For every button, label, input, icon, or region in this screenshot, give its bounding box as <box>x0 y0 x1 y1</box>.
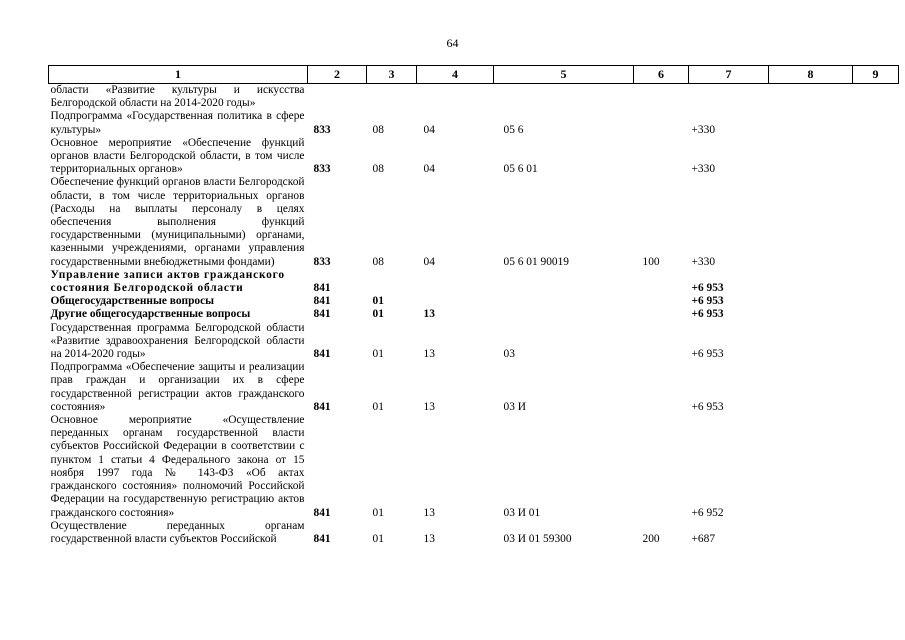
row-amount: +6 952 <box>691 506 724 519</box>
row-amount: +6 953 <box>691 308 724 321</box>
row-col-8 <box>769 414 853 520</box>
row-description: Основное мероприятие «Осуществление переданных органам государственной власти субъектов Российской Федерации в соответствии с пунктом 1 статьи 4 Федерального закона от 15 ноября 1997 года № 143-ФЗ «Об актах гражданского состояния» полномочий Российской Федерации на государственную регистрацию актов гражданского состояния» <box>50 414 305 519</box>
row-col-9 <box>853 322 899 362</box>
row-target-article <box>494 308 634 321</box>
row-target-article: 03 <box>503 348 515 361</box>
row-target-article: 03 И 01 59300 <box>503 532 572 545</box>
header-col-1: 1 <box>49 66 308 84</box>
table-row <box>49 520 899 546</box>
row-amount: +330 <box>691 123 716 136</box>
row-section: 01 <box>372 532 384 545</box>
row-section: 08 <box>372 123 384 136</box>
page-number: 64 <box>446 36 459 50</box>
row-target-article: 03 И 01 <box>503 506 541 519</box>
row-expense-type: 100 <box>642 255 660 268</box>
row-col-9 <box>853 269 899 295</box>
row-col-8 <box>769 137 853 177</box>
row-amount: +330 <box>691 255 716 268</box>
table-row <box>49 110 899 136</box>
row-amount: +330 <box>691 163 716 176</box>
row-admin-code: 841 <box>313 308 331 321</box>
row-target-article <box>494 295 634 308</box>
row-col-9 <box>853 137 899 177</box>
row-description: Общегосударственные вопросы <box>50 295 215 308</box>
row-amount: +6 953 <box>691 400 724 413</box>
header-col-5: 5 <box>494 66 634 84</box>
row-subsection: 13 <box>423 308 435 321</box>
row-col-8 <box>769 308 853 321</box>
row-expense-type <box>634 295 689 308</box>
row-expense-type <box>634 269 689 295</box>
row-description: Основное мероприятие «Обеспечение функций органов власти Белгородской области, в том числе территориальных органов» <box>50 136 305 176</box>
header-row <box>49 66 899 84</box>
row-description: Государственная программа Белгородской области «Развитие здравоохранения Белгородской области на 2014-2020 годы» <box>50 321 305 361</box>
row-expense-type <box>634 137 689 177</box>
row-target-article: 03 И <box>503 400 526 413</box>
row-expense-type <box>634 322 689 362</box>
row-col-8 <box>769 322 853 362</box>
header-col-3: 3 <box>367 66 417 84</box>
row-amount: +6 953 <box>691 282 724 295</box>
row-amount: +687 <box>691 532 716 545</box>
row-section <box>367 84 417 111</box>
row-subsection: 04 <box>423 255 435 268</box>
row-col-8 <box>769 520 853 546</box>
header-col-6: 6 <box>634 66 689 84</box>
row-expense-type <box>634 84 689 111</box>
row-col-9 <box>853 176 899 268</box>
row-admin-code: 833 <box>313 123 331 136</box>
row-col-8 <box>769 110 853 136</box>
row-description: Осуществление переданных органам государственной власти субъектов Российской <box>50 519 305 545</box>
row-expense-type <box>634 308 689 321</box>
row-col-9 <box>853 414 899 520</box>
row-expense-type: 200 <box>642 532 660 545</box>
table-row <box>49 322 899 362</box>
table-row <box>49 176 899 268</box>
table-row <box>49 137 899 177</box>
row-description: Управление записи актов гражданского состояния Белгородской области <box>50 268 285 295</box>
row-target-article <box>494 84 634 111</box>
row-section: 01 <box>372 308 384 321</box>
row-target-article <box>494 269 634 295</box>
row-col-9 <box>853 308 899 321</box>
row-admin-code: 833 <box>313 255 331 268</box>
row-subsection: 04 <box>423 123 435 136</box>
header-col-4: 4 <box>417 66 494 84</box>
row-subsection: 13 <box>423 506 435 519</box>
row-col-9 <box>853 84 899 111</box>
row-col-9 <box>853 295 899 308</box>
row-description: Обеспечение функций органов власти Белгородской области, в том числе территориальных органов (Расходы на выплаты персоналу в целях обеспечения выполнения функций государственными (муниципальными) органами, казенными учреждениями, органами управления государственными внебюджетными фондами) <box>50 176 305 268</box>
row-admin-code: 841 <box>313 348 331 361</box>
budget-table <box>48 65 899 546</box>
row-admin-code: 833 <box>313 163 331 176</box>
row-amount: +6 953 <box>691 348 724 361</box>
table-body <box>49 84 899 547</box>
row-admin-code: 841 <box>313 532 331 545</box>
row-col-8 <box>769 295 853 308</box>
row-section: 01 <box>372 295 384 308</box>
row-description: Подпрограмма «Государственная политика в сфере культуры» <box>50 110 305 136</box>
row-expense-type <box>634 361 689 414</box>
row-subsection: 13 <box>423 348 435 361</box>
row-admin-code: 841 <box>313 282 331 295</box>
row-target-article: 05 6 <box>503 123 524 136</box>
row-admin-code: 841 <box>313 295 331 308</box>
header-col-2: 2 <box>308 66 367 84</box>
row-expense-type <box>634 414 689 520</box>
row-col-9 <box>853 110 899 136</box>
table-row <box>49 295 899 308</box>
header-col-8: 8 <box>769 66 853 84</box>
row-admin-code: 841 <box>313 506 331 519</box>
header-col-7: 7 <box>689 66 769 84</box>
table-row <box>49 269 899 295</box>
row-section <box>367 269 417 295</box>
table-row <box>49 84 899 111</box>
row-col-8 <box>769 269 853 295</box>
row-expense-type <box>634 110 689 136</box>
row-target-article: 05 6 01 90019 <box>503 255 569 268</box>
row-description: области «Развитие культуры и искусства Белгородской области на 2014-2020 годы» <box>50 84 305 110</box>
row-amount: +6 953 <box>691 295 724 308</box>
row-section: 01 <box>372 348 384 361</box>
row-description: Другие общегосударственные вопросы <box>50 308 251 321</box>
row-admin-code <box>308 84 367 111</box>
table-row <box>49 361 899 414</box>
row-col-8 <box>769 84 853 111</box>
row-subsection <box>417 84 494 111</box>
row-subsection <box>417 269 494 295</box>
row-col-8 <box>769 176 853 268</box>
row-col-8 <box>769 361 853 414</box>
row-col-9 <box>853 520 899 546</box>
row-subsection: 13 <box>423 400 435 413</box>
header-col-9: 9 <box>853 66 899 84</box>
row-subsection <box>417 295 494 308</box>
table-row <box>49 308 899 321</box>
row-section: 08 <box>372 255 384 268</box>
row-amount <box>689 84 769 111</box>
row-subsection: 13 <box>423 532 435 545</box>
row-col-9 <box>853 361 899 414</box>
row-subsection: 04 <box>423 163 435 176</box>
table-row <box>49 414 899 520</box>
row-admin-code: 841 <box>313 400 331 413</box>
row-description: Подпрограмма «Обеспечение защиты и реализации прав граждан и организации их в сфере государственной регистрации актов гражданского состояния» <box>50 361 305 413</box>
row-section: 08 <box>372 163 384 176</box>
row-target-article: 05 6 01 <box>503 163 538 176</box>
row-section: 01 <box>372 506 384 519</box>
row-section: 01 <box>372 400 384 413</box>
